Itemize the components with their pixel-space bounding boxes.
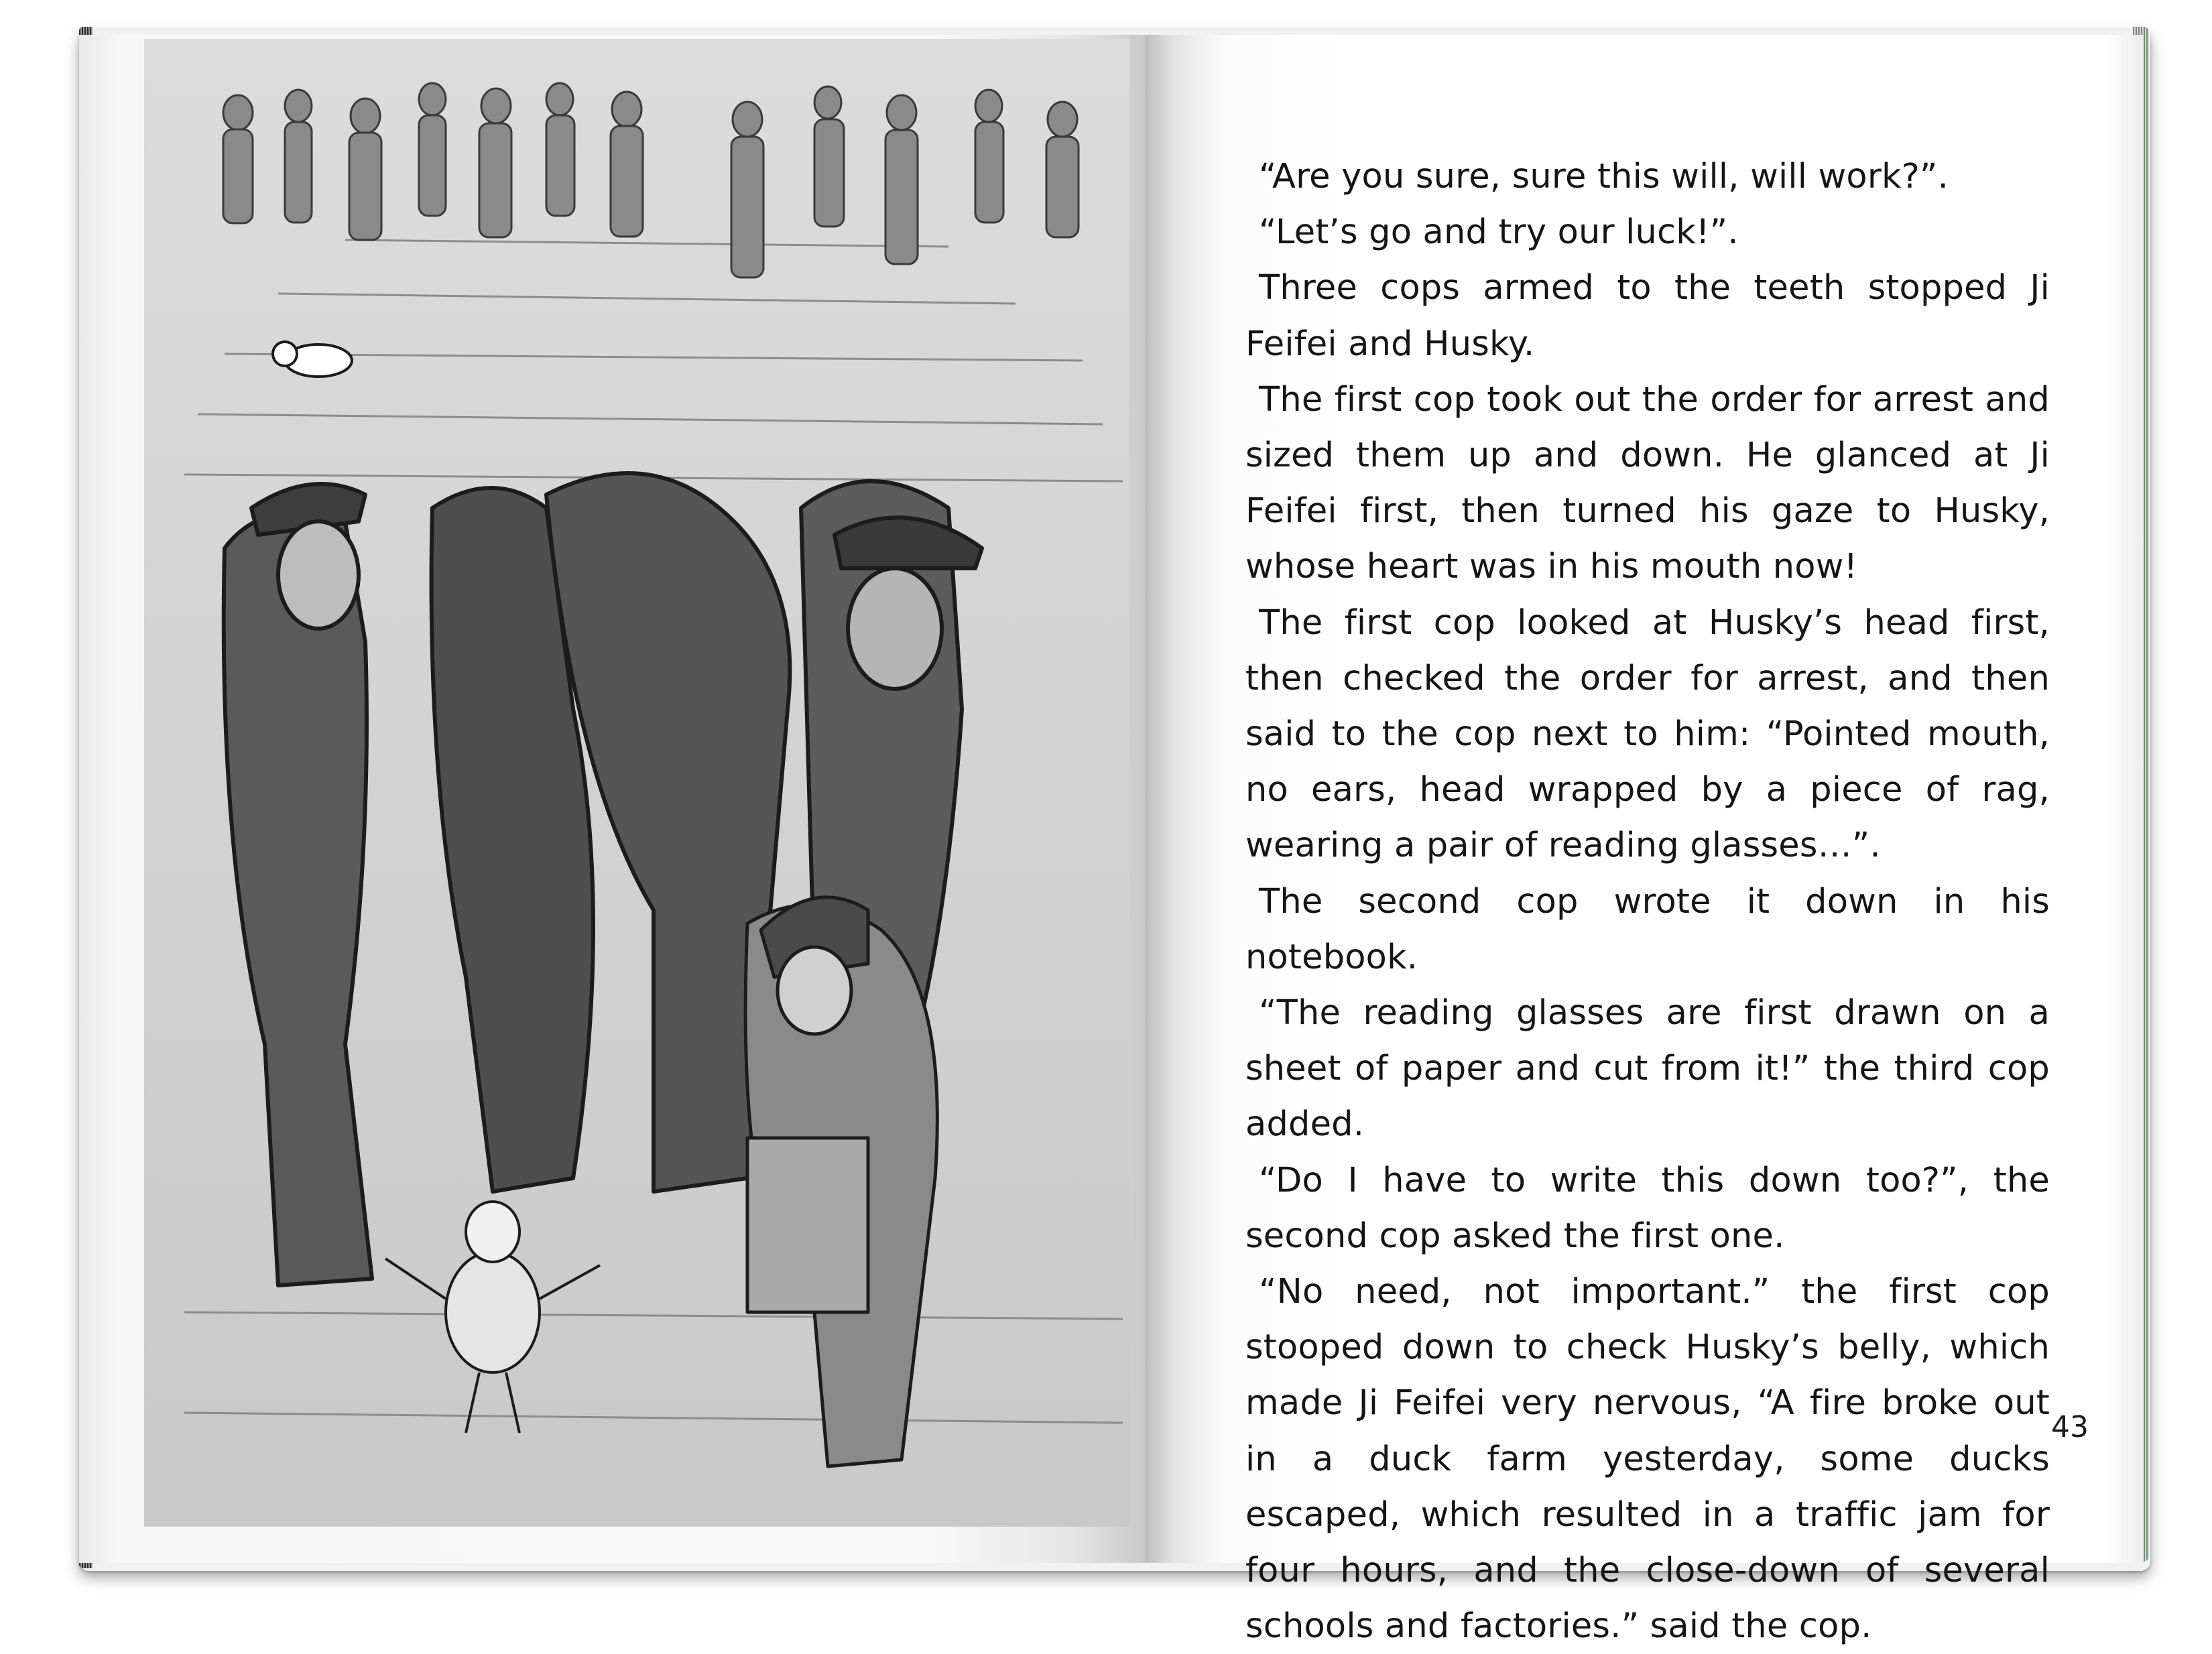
paragraph: The first cop took out the order for arrest and sized them up and down. He glanced at Ji Feifei first, then turned his gaze to Husky, whose heart was in his mouth now! xyxy=(1245,379,2050,587)
paragraph: “No need, not important.” the first cop stooped down to check Husky’s belly, which made Ji Feifei very nervous, “A fire broke out in a duck farm yesterday, some ducks escaped, which resulted in a traffic jam for four hours, and the close-down of several schools and factories.” said the cop. xyxy=(1245,1272,2050,1647)
page-number: 43 xyxy=(2051,1410,2089,1444)
paragraph: The second cop wrote it down in his notebook. xyxy=(1245,881,2050,977)
paragraph: Three cops armed to the teeth stopped Ji Feifei and Husky. xyxy=(1245,268,2050,364)
paragraph: “The reading glasses are first drawn on a sheet of paper and cut from it!” the third cop added. xyxy=(1245,993,2050,1145)
paragraph: The first cop looked at Husky’s head first, then checked the order for arrest, and then said to the cop next to him: “Pointed mouth, no ears, head wrapped by a piece of rag, wearing a pair of reading glasses…”. xyxy=(1245,602,2050,866)
paragraph: “Let’s go and try our luck!”. xyxy=(1259,212,1739,253)
story-text xyxy=(1245,149,2050,1654)
paragraph: “Are you sure, sure this will, will work?”. xyxy=(1259,157,1949,196)
story-illustration xyxy=(144,39,1129,1527)
paragraph: “Do I have to write this down too?”, the second cop asked the first one. xyxy=(1245,1160,2050,1256)
